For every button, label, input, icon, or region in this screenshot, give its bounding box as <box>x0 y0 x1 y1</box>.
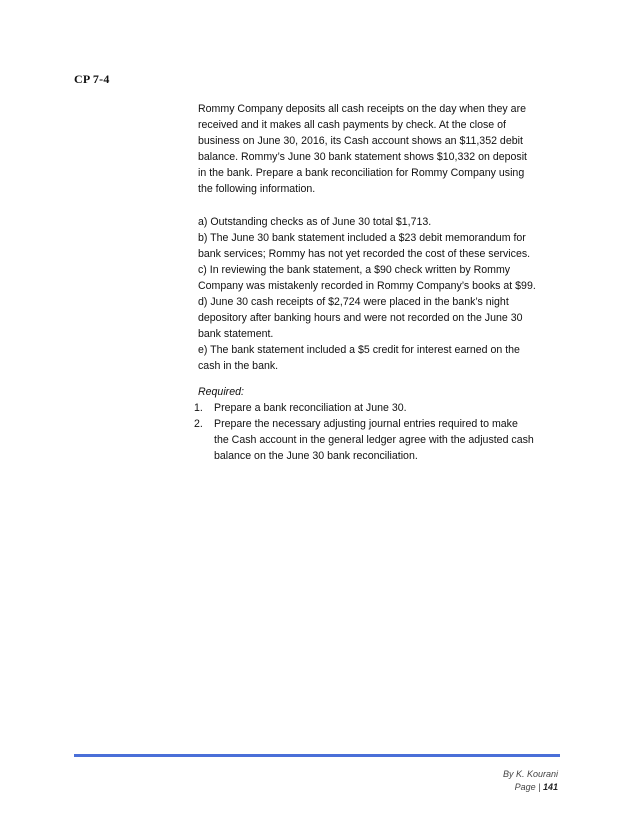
requirements-list <box>194 400 560 464</box>
item-line: d) June 30 cash receipts of $2,724 were placed in the bank’s night <box>198 296 509 309</box>
footer-page <box>503 781 558 794</box>
intro-line: in the bank. Prepare a bank reconciliation for Rommy Company using <box>198 167 525 180</box>
item-line: cash in the bank. <box>198 360 279 373</box>
requirement-line: balance on the June 30 bank reconciliation. <box>214 449 418 462</box>
required-label: Required: <box>198 385 244 398</box>
information-items <box>198 214 560 375</box>
footer-author: By K. Kourani <box>502 769 558 779</box>
item-line: b) The June 30 bank statement included a $23 debit memorandum for <box>198 231 526 244</box>
intro-line: balance. Rommy’s June 30 bank statement shows $10,332 on deposit <box>198 151 528 164</box>
requirement-line: the Cash account in the general ledger agree with the adjusted cash <box>214 433 534 446</box>
paragraph-gap <box>198 198 560 214</box>
footer-rule <box>74 754 560 757</box>
intro-line: business on June 30, 2016, its Cash account shows an $11,352 debit <box>198 135 523 148</box>
requirement-line: Prepare the necessary adjusting journal entries required to make <box>214 417 518 430</box>
requirement-number: 2. <box>194 417 203 430</box>
problem-heading: CP 7-4 <box>74 72 110 86</box>
intro-line: Rommy Company deposits all cash receipts on the day when they are <box>198 103 526 115</box>
requirement-item <box>194 416 560 464</box>
footer-page-number: 141 <box>542 782 558 792</box>
requirement-number: 1. <box>194 401 203 414</box>
item-line: bank statement. <box>198 328 274 341</box>
intro-line: the following information. <box>198 183 316 196</box>
footer-page-label: Page | <box>514 782 541 792</box>
item-line: depository after banking hours and were not recorded on the June 30 <box>198 312 523 325</box>
requirement-item <box>194 400 560 416</box>
item-line: Company was mistakenly recorded in Rommy Company’s books at $99. <box>198 279 536 292</box>
item-line: bank services; Rommy has not yet recorded the cost of these services. <box>198 247 531 260</box>
item-line: c) In reviewing the bank statement, a $90 check written by Rommy <box>198 263 511 276</box>
requirement-line: Prepare a bank reconciliation at June 30. <box>214 401 407 414</box>
intro-paragraph <box>198 101 560 198</box>
problem-body <box>194 101 560 464</box>
page-footer <box>503 768 558 794</box>
item-line: e) The bank statement included a $5 credit for interest earned on the <box>198 344 520 357</box>
item-line: a) Outstanding checks as of June 30 total $1,713. <box>198 215 432 228</box>
intro-line: received and it makes all cash payments by check. At the close of <box>198 119 506 132</box>
